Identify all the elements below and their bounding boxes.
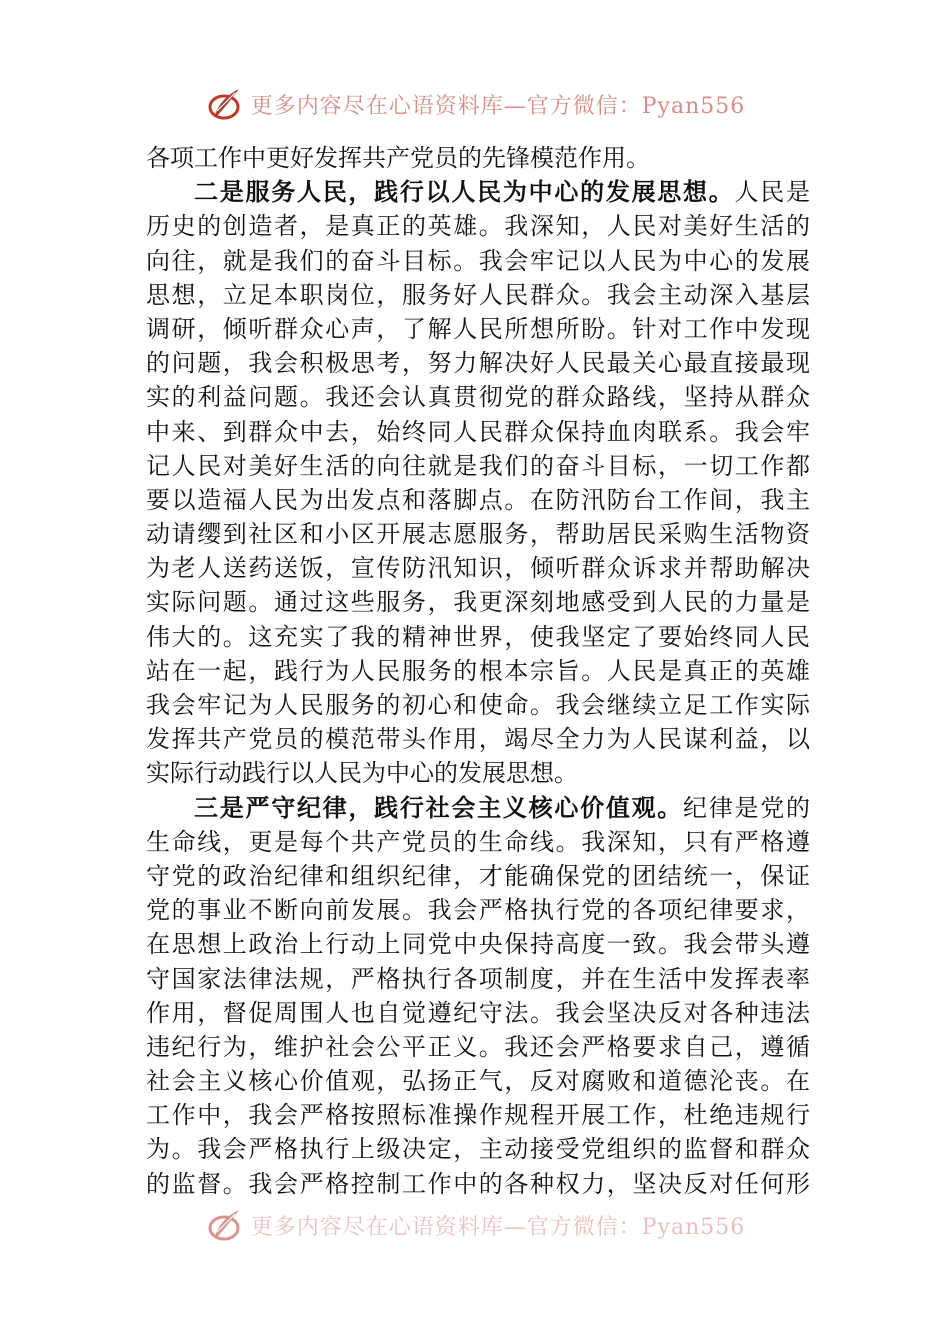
- paragraph-2-line: 为老人送药送饭，宣传防汛知识，倾听群众诉求并帮助解决: [146, 554, 810, 583]
- paragraph-2-line: 要以造福人民为出发点和落脚点。在防汛防台工作间，我主: [146, 485, 810, 514]
- paragraph-3-line: 在思想上政治上行动上同党中央保持高度一致。我会带头遵: [146, 930, 810, 959]
- paragraph-2-line: 记人民对美好生活的向往就是我们的奋斗目标，一切工作都: [146, 451, 810, 480]
- paragraph-2-line: 历史的创造者，是真正的英雄。我深知，人民对美好生活的: [146, 212, 810, 241]
- paragraph-3-line: 守国家法律法规，严格执行各项制度，并在生活中发挥表率: [146, 964, 810, 993]
- paragraph-2-line: 实际行动践行以人民为中心的发展思想。: [146, 759, 578, 788]
- paragraph-3-heading: 三是严守纪律，践行社会主义核心价值观。: [194, 792, 684, 822]
- paragraph-2-lead: 人民是: [734, 178, 810, 207]
- paragraph-3-lead: 纪律是党的: [683, 793, 810, 822]
- paragraph-2-line: 我会牢记为人民服务的初心和使命。我会继续立足工作实际: [146, 691, 810, 719]
- paragraph-3-line: 守党的政治纪律和组织纪律，才能确保党的团结统一，保证: [146, 861, 810, 890]
- paragraph-3-line: 为。我会严格执行上级决定，主动接受党组织的监督和群众: [146, 1135, 810, 1164]
- paragraph-2-line: 向往，就是我们的奋斗目标。我会牢记以人民为中心的发展: [146, 246, 810, 275]
- paragraph-3-line: 违纪行为，维护社会公平正义。我还会严格要求自己，遵循: [146, 1032, 810, 1061]
- paragraph-1-line-1: 各项工作中更好发挥共产党员的先锋模范作用。: [146, 144, 650, 172]
- document-body: [146, 141, 810, 1201]
- paragraph-2-heading: 二是服务人民，践行以人民为中心的发展思想。: [194, 177, 735, 207]
- paragraph-3-line-1: [146, 791, 810, 825]
- paragraph-3-line: 生命线，更是每个共产党员的生命线。我深知，只有严格遵: [146, 827, 810, 856]
- paragraph-2-line: 思想，立足本职岗位，服务好人民群众。我会主动深入基层: [146, 280, 810, 309]
- feather-quill-logo-icon: [205, 85, 243, 123]
- paragraph-2-line: 动请缨到社区和小区开展志愿服务，帮助居民采购生活物资: [146, 520, 810, 549]
- paragraph-3-line: 党的事业不断向前发展。我会严格执行党的各项纪律要求，: [146, 896, 810, 925]
- watermark-text: 更多内容尽在心语资料库—官方微信：Pyan556: [250, 1214, 746, 1240]
- paragraph-3-line: 社会主义核心价值观，弘扬正气，反对腐败和道德沦丧。在: [146, 1067, 810, 1096]
- paragraph-3-line: 工作中，我会严格按照标准操作规程开展工作，杜绝违规行: [146, 1101, 810, 1130]
- paragraph-2-line: 实际问题。通过这些服务，我更深刻地感受到人民的力量是: [146, 588, 810, 617]
- paragraph-2-line: 的问题，我会积极思考，努力解决好人民最关心最直接最现: [146, 349, 810, 378]
- header-watermark: [0, 82, 950, 126]
- paragraph-2-line: 实的利益问题。我还会认真贯彻党的群众路线，坚持从群众: [146, 383, 810, 412]
- paragraph-3-line: 作用，督促周围人也自觉遵纪守法。我会坚决反对各种违法: [146, 998, 810, 1027]
- watermark-text: 更多内容尽在心语资料库—官方微信：Pyan556: [250, 93, 746, 119]
- paragraph-2-line: 中来、到群众中去，始终同人民群众保持血肉联系。我会牢: [146, 417, 810, 446]
- paragraph-2-line: 站在一起，践行为人民服务的根本宗旨。人民是真正的英雄: [146, 656, 810, 685]
- paragraph-2-line-1: [146, 175, 810, 209]
- paragraph-3-line: 的监督。我会严格控制工作中的各种权力，坚决反对任何形: [146, 1169, 810, 1198]
- footer-watermark: [0, 1203, 950, 1247]
- paragraph-2-line: 调研，倾听群众心声，了解人民所想所盼。针对工作中发现: [146, 314, 810, 343]
- paragraph-2-line: 伟大的。这充实了我的精神世界，使我坚定了要始终同人民: [146, 622, 810, 651]
- feather-quill-logo-icon: [205, 1206, 243, 1244]
- paragraph-2-line: 发挥共产党员的模范带头作用，竭尽全力为人民谋利益，以: [146, 725, 810, 754]
